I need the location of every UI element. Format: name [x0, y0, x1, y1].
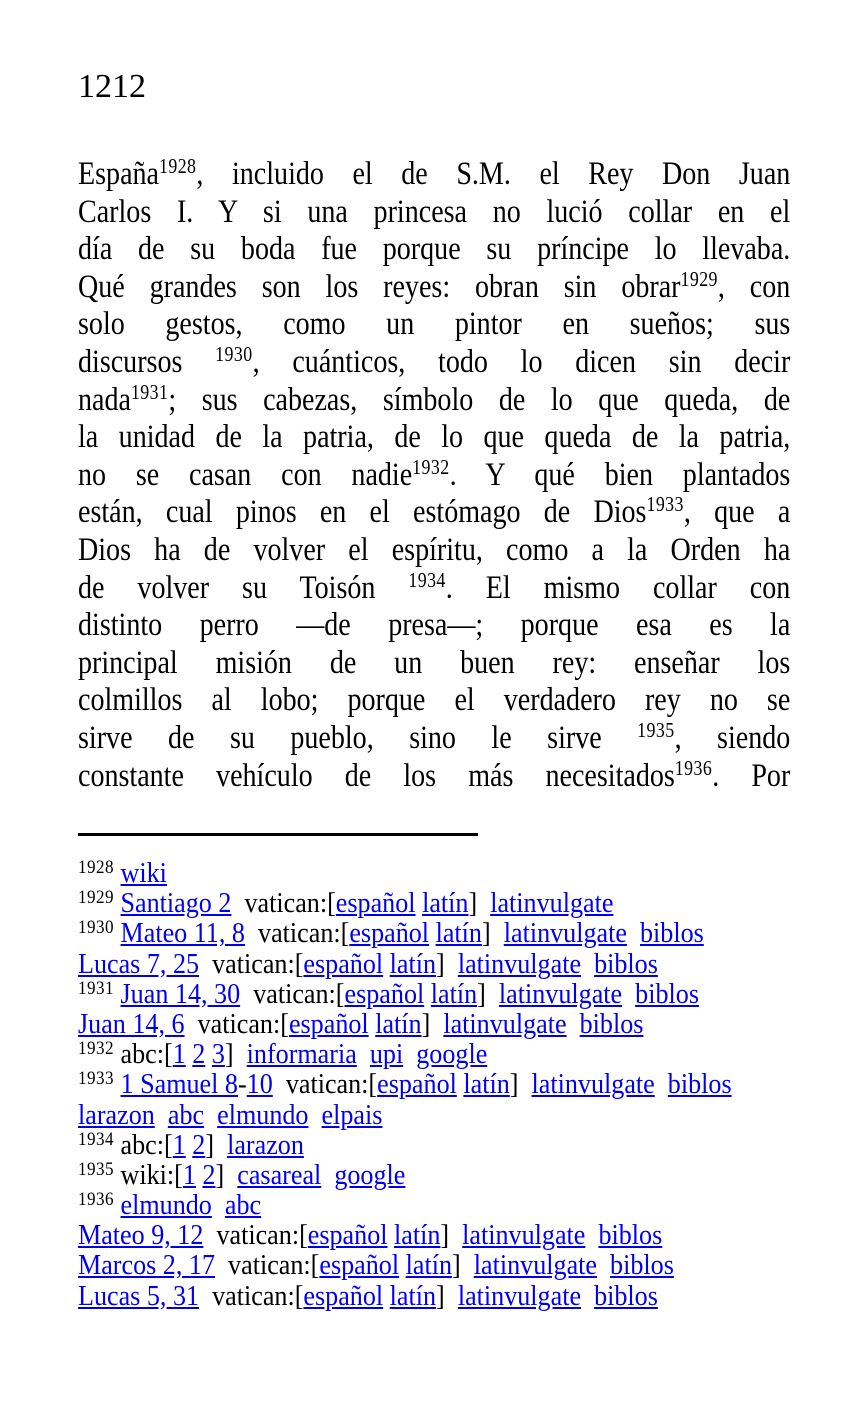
- footnote-text: [212, 1189, 225, 1221]
- footnote-link[interactable]: latinvulgate: [473, 1249, 597, 1282]
- footnote-link[interactable]: latinvulgate: [490, 887, 614, 920]
- footnote-link[interactable]: Juan 14, 30: [120, 977, 241, 1010]
- body-line: de volver su Toisón $^{1934}$. El mismo collar con: [78, 567, 791, 606]
- footnote-link[interactable]: 1: [172, 1038, 186, 1071]
- footnote-text: vatican:[: [199, 1279, 304, 1312]
- footnote-link[interactable]: latinvulgate: [457, 947, 582, 980]
- footnote-marker: 1930: [78, 917, 114, 939]
- footnote-link[interactable]: 1 Samuel 8: [120, 1068, 238, 1101]
- footnote-link[interactable]: biblos: [639, 917, 704, 950]
- footnote-text: [321, 1159, 334, 1191]
- footnote-text: [204, 1099, 217, 1131]
- footnote-text: ]: [477, 977, 499, 1010]
- footnote-link[interactable]: wiki: [120, 857, 167, 889]
- footnote-marker: 1933: [78, 1068, 114, 1090]
- footnote-link[interactable]: latín: [405, 1249, 453, 1282]
- body-line: constante vehículo de los más necesitados$^{1936}$. Por: [78, 755, 791, 794]
- footnote-text: [622, 978, 635, 1010]
- footnote-marker: 1931: [78, 977, 114, 999]
- footnote-text: abc:[: [114, 1038, 173, 1071]
- footnote-text: [155, 1099, 168, 1131]
- body-line: principal misión de un buen rey: enseñar los: [78, 644, 791, 681]
- footnote-line: [78, 1190, 790, 1220]
- footnote-line: [78, 1069, 790, 1099]
- footnote-link[interactable]: casareal: [237, 1158, 322, 1191]
- footnote-line: [78, 1281, 790, 1311]
- footnote-ref: 1931: [130, 379, 169, 404]
- footnote-text: ]: [436, 947, 458, 980]
- footnote-link[interactable]: google: [416, 1038, 488, 1071]
- footnote-marker: 1936: [78, 1189, 114, 1211]
- footnote-line: [78, 1250, 790, 1280]
- footnote-text: [567, 1008, 580, 1040]
- footnote-link[interactable]: latín: [389, 1279, 437, 1312]
- footnote-link[interactable]: biblos: [598, 1219, 663, 1252]
- footnote-text: [357, 1038, 370, 1070]
- page-number: 1212: [78, 68, 146, 105]
- footnote-text: vatican:[: [244, 917, 350, 950]
- footnote-text: vatican:[: [199, 947, 304, 980]
- footnote-link[interactable]: latín: [430, 977, 478, 1010]
- body-line: solo gestos, como un pintor en sueños; sus: [78, 306, 791, 343]
- footnote-link[interactable]: larazon: [78, 1098, 155, 1131]
- footnote-link[interactable]: latinvulgate: [498, 977, 623, 1010]
- footnote-line: [78, 858, 790, 888]
- footnote-link[interactable]: español: [319, 1249, 400, 1282]
- footnote-link[interactable]: latín: [463, 1068, 510, 1101]
- footnote-text: [308, 1099, 321, 1131]
- footnote-link[interactable]: latinvulgate: [503, 917, 627, 950]
- footnote-text: [581, 948, 594, 980]
- footnote-text: ]: [440, 1219, 463, 1252]
- footnote-text: ]: [205, 1128, 228, 1161]
- footnote-link[interactable]: latinvulgate: [457, 1279, 582, 1312]
- footnote-line: [78, 1160, 790, 1190]
- footnote-text: ]: [421, 1007, 444, 1040]
- footnote-link[interactable]: latinvulgate: [443, 1007, 567, 1040]
- footnote-line: [78, 949, 790, 979]
- body-line: Qué grandes son los reyes: obran sin obrar$^{1929}$, con: [78, 266, 791, 305]
- footnote-link[interactable]: latín: [389, 947, 437, 980]
- body-line: colmillos al lobo; porque el verdadero rey no se: [78, 682, 791, 719]
- footnote-ref: 1928: [159, 154, 197, 178]
- footnote-line: [78, 918, 790, 948]
- footnote-link[interactable]: 1: [172, 1128, 186, 1161]
- footnote-link[interactable]: 1: [182, 1158, 196, 1191]
- footnote-text: vatican:[: [215, 1249, 320, 1282]
- footnote-link[interactable]: latín: [422, 887, 469, 920]
- footnote-link[interactable]: español: [303, 947, 384, 980]
- footnote-text: -: [237, 1068, 247, 1101]
- footnote-link[interactable]: larazon: [227, 1128, 304, 1161]
- footnote-text: [581, 1280, 594, 1312]
- footnote-text: [627, 917, 640, 949]
- footnote-ref: 1933: [646, 492, 684, 517]
- footnote-link[interactable]: biblos: [594, 1279, 658, 1312]
- footnote-ref: 1936: [674, 755, 713, 780]
- footnote-text: ]: [436, 1279, 458, 1312]
- footnote-link[interactable]: latín: [375, 1007, 422, 1040]
- footnote-text: vatican:[: [272, 1068, 378, 1101]
- footnote-link[interactable]: latinvulgate: [462, 1219, 586, 1252]
- footnote-link[interactable]: Santiago 2: [120, 887, 232, 920]
- footnote-link[interactable]: upi: [369, 1038, 404, 1071]
- footnote-link[interactable]: abc: [167, 1098, 205, 1131]
- footnote-ref: 1930: [215, 341, 253, 366]
- footnote-link[interactable]: abc: [224, 1189, 262, 1222]
- body-line: la unidad de la patria, de lo que queda de la patria,: [78, 419, 791, 456]
- footnote-text: ]: [468, 887, 491, 920]
- footnote-link[interactable]: Lucas 5, 31: [78, 1279, 200, 1312]
- footnote-line: [78, 1100, 790, 1130]
- footnote-link[interactable]: Juan 14, 6: [78, 1007, 185, 1040]
- footnote-link[interactable]: 2: [202, 1158, 216, 1191]
- body-line: sirve de su pueblo, sino le sirve $^{1935}$, siendo: [78, 717, 791, 756]
- footnote-link[interactable]: biblos: [667, 1068, 732, 1101]
- footnote-link[interactable]: 10: [246, 1068, 273, 1101]
- body-line: discursos $^{1930}$, cuánticos, todo lo dicen sin decir: [78, 341, 791, 380]
- body-line: están, cual pinos en el estómago de Dios$^{1933}$, que a: [78, 492, 791, 531]
- footnote-text: vatican:[: [184, 1007, 289, 1040]
- body-line: distinto perro —de presa—; porque esa es la: [78, 607, 791, 644]
- footnote-link[interactable]: español: [335, 887, 416, 920]
- body-line: no se casan con nadie$^{1932}$. Y qué bien plantados: [78, 454, 791, 493]
- footnote-link[interactable]: Lucas 7, 25: [78, 947, 200, 980]
- footnote-link[interactable]: 2: [192, 1038, 206, 1071]
- body-line: nada$^{1931}$; sus cabezas, símbolo de lo que queda, de: [78, 379, 791, 418]
- footnote-link[interactable]: biblos: [610, 1249, 674, 1282]
- footnote-link[interactable]: elmundo: [217, 1098, 309, 1131]
- body-paragraph: [78, 156, 790, 795]
- footnote-link[interactable]: español: [377, 1068, 457, 1101]
- footnote-link[interactable]: español: [344, 977, 425, 1010]
- footnote-separator: [78, 833, 478, 836]
- footnote-text: vatican:[: [240, 977, 345, 1010]
- footnote-link[interactable]: biblos: [594, 947, 658, 980]
- footnote-text: abc:[: [114, 1128, 173, 1161]
- footnote-link[interactable]: español: [307, 1219, 388, 1252]
- footnote-text: vatican:[: [231, 887, 336, 920]
- footnote-line: [78, 1039, 790, 1069]
- footnote-text: ]: [215, 1158, 238, 1191]
- footnote-text: [655, 1068, 668, 1100]
- footnote-link[interactable]: informaria: [246, 1038, 357, 1071]
- footnote-link[interactable]: biblos: [635, 977, 699, 1010]
- footnote-marker: 1932: [78, 1038, 114, 1060]
- footnote-line: [78, 1009, 790, 1039]
- footnote-link[interactable]: 3: [211, 1038, 225, 1071]
- footnote-marker: 1928: [78, 857, 114, 878]
- footnote-marker: 1929: [78, 887, 114, 909]
- footnote-text: wiki:[: [114, 1158, 183, 1191]
- footnote-ref: 1932: [412, 454, 450, 479]
- footnotes-section: [78, 858, 790, 1311]
- footnote-text: [585, 1219, 598, 1251]
- footnote-text: [403, 1038, 416, 1070]
- footnote-ref: 1929: [680, 266, 718, 291]
- footnote-link[interactable]: español: [303, 1279, 384, 1312]
- footnote-marker: 1935: [78, 1158, 114, 1180]
- footnote-text: ]: [481, 917, 504, 950]
- footnote-line: [78, 979, 790, 1009]
- footnote-link[interactable]: google: [334, 1158, 406, 1191]
- footnote-link[interactable]: Mateo 9, 12: [78, 1219, 204, 1252]
- footnote-line: [78, 1130, 790, 1160]
- footnote-text: ]: [224, 1038, 247, 1071]
- footnote-text: ]: [509, 1068, 532, 1101]
- footnote-ref: 1935: [637, 717, 675, 742]
- footnote-text: vatican:[: [203, 1219, 308, 1252]
- footnote-link[interactable]: Mateo 11, 8: [120, 917, 245, 950]
- body-line: día de su boda fue porque su príncipe lo llevaba.: [78, 231, 791, 268]
- footnote-text: [597, 1249, 610, 1281]
- body-line: Carlos I. Y si una princesa no lució collar en el: [78, 193, 791, 230]
- footnote-marker: 1934: [78, 1128, 114, 1150]
- body-line: Dios ha de volver el espíritu, como a la Orden ha: [78, 531, 791, 568]
- footnote-line: [78, 1220, 790, 1250]
- footnote-link[interactable]: español: [288, 1007, 369, 1040]
- footnote-ref: 1934: [408, 567, 446, 592]
- footnote-link[interactable]: latinvulgate: [531, 1068, 655, 1101]
- footnote-link[interactable]: Marcos 2, 17: [78, 1249, 216, 1282]
- footnote-link[interactable]: elmundo: [120, 1189, 212, 1222]
- footnote-line: [78, 888, 790, 918]
- footnote-link[interactable]: latín: [435, 917, 482, 950]
- footnote-text: ]: [452, 1249, 474, 1282]
- footnote-link[interactable]: 2: [192, 1128, 206, 1161]
- footnote-link[interactable]: biblos: [579, 1007, 644, 1040]
- footnote-link[interactable]: elpais: [321, 1098, 383, 1131]
- footnote-link[interactable]: latín: [394, 1219, 441, 1252]
- body-line: España$^{1928}$, incluido el de S.M. el Rey Don Juan: [78, 154, 791, 192]
- footnote-link[interactable]: español: [349, 917, 430, 950]
